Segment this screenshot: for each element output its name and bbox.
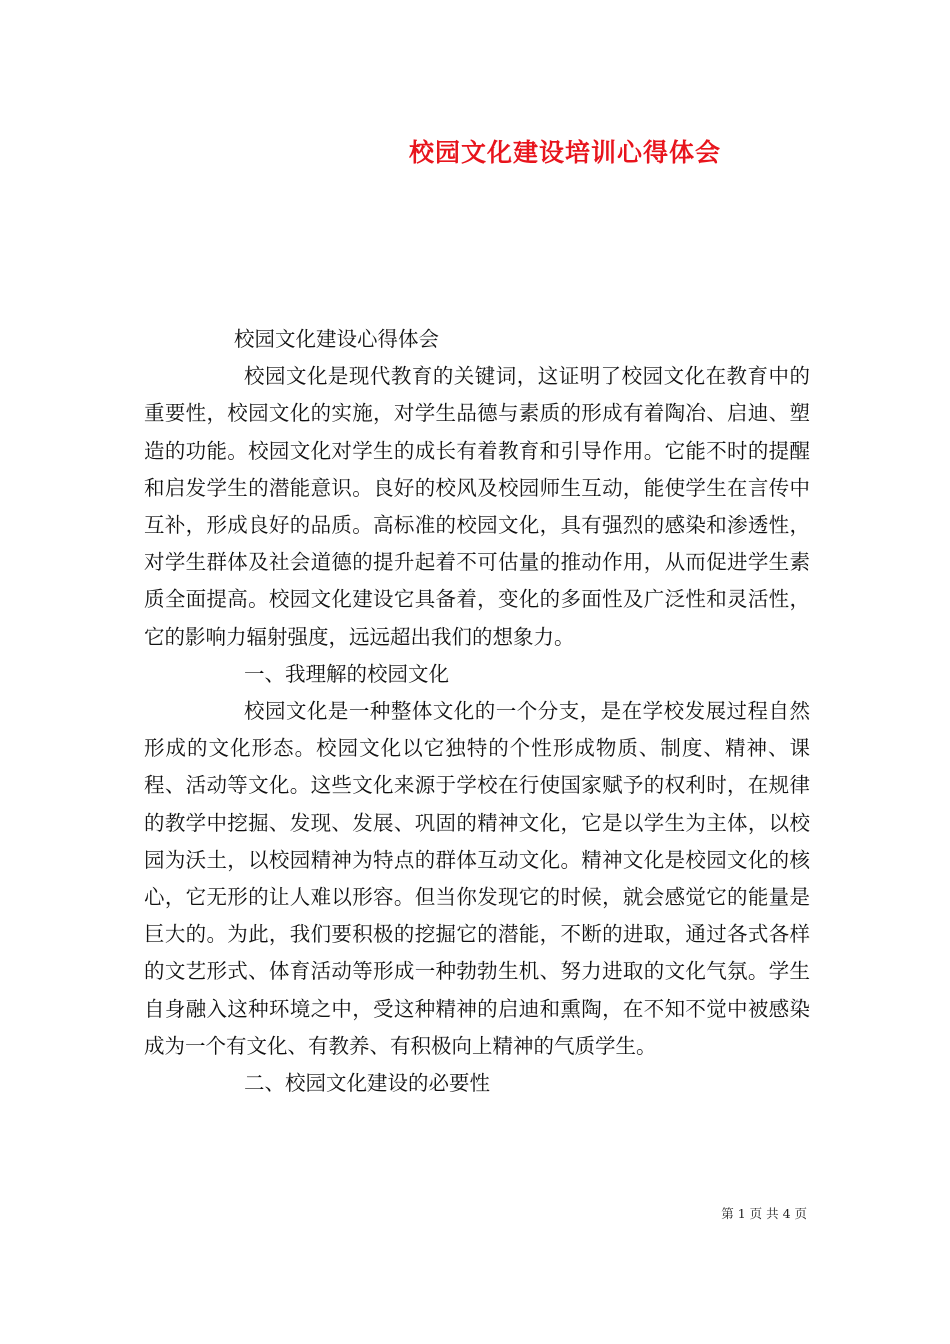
section-heading: 一、我理解的校园文化: [244, 661, 449, 686]
paragraph: 校园文化是现代教育的关键词，这证明了校园文化在教育中的重要性，校园文化的实施，对学生品德与素质的形成有着陶冶、启迪、塑造的功能。校园文化对学生的成长有着教育和引导作用。它能不时的提醒和启发学生的潜能意识。良好的校风及校园师生互动，能使学生在言传中互补，形成良好的品质。高标准的校园文化，具有强烈的感染和渗透性，对学生群体及社会道德的提升起着不可估量的推动作用，从而促进学生素质全面提高。校园文化建设它具备着，变化的多面性及广泛性和灵活性，它的影响力辐射强度，远远超出我们的想象力。: [144, 364, 810, 649]
document-body: [144, 321, 810, 1102]
document-subtitle: 校园文化建设心得体会: [234, 327, 439, 351]
document-title: 校园文化建设培训心得体会: [408, 138, 721, 167]
paragraph: 校园文化是一种整体文化的一个分支，是在学校发展过程自然形成的文化形态。校园文化以它独特的个性形成物质、制度、精神、课程、活动等文化。这些文化来源于学校在行使国家赋予的权利时，在规律的教学中挖掘、发现、发展、巩固的精神文化，它是以学生为主体，以校园为沃土，以校园精神为特点的群体互动文化。精神文化是校园文化的核心，它无形的让人难以形容。但当你发现它的时候，就会感觉它的能量是巨大的。为此，我们要积极的挖掘它的潜能，不断的进取，通过各式各样的文艺形式、体育活动等形成一种勃勃生机、努力进取的文化气氛。学生自身融入这种环境之中，受这种精神的启迪和熏陶，在不知不觉中被感染成为一个有文化、有教养、有积极向上精神的气质学生。: [144, 699, 810, 1058]
section-heading: 二、校园文化建设的必要性: [244, 1071, 490, 1096]
page-number-footer: 第 1 页 共 4 页: [721, 1206, 807, 1221]
